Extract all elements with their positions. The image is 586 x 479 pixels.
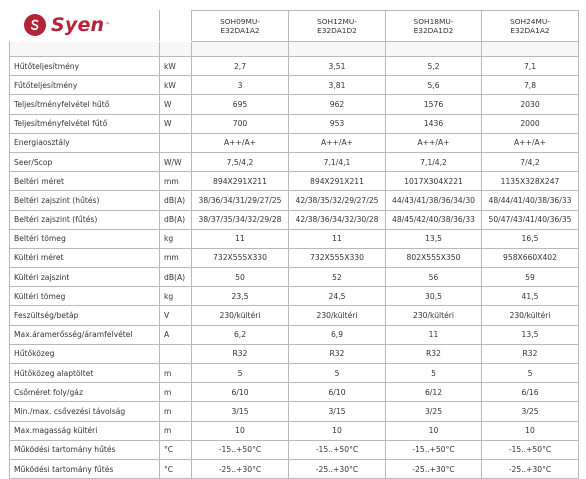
value-cell: A++/A+ bbox=[386, 133, 482, 152]
row-unit: °C bbox=[160, 440, 192, 459]
value-cell: 42/38/35/32/29/27/25 bbox=[289, 191, 386, 210]
row-unit: V bbox=[160, 306, 192, 325]
value-cell: R32 bbox=[289, 344, 386, 363]
value-cell: 10 bbox=[289, 421, 386, 440]
value-cell: 1576 bbox=[386, 95, 482, 114]
row-label: Beltéri zajszint (hűtés) bbox=[10, 191, 160, 210]
row-label: Max.áramerősség/áramfelvétel bbox=[10, 325, 160, 344]
value-cell: 230/kültéri bbox=[482, 306, 579, 325]
value-cell: 2,7 bbox=[192, 57, 289, 76]
row-label: Energiaosztály bbox=[10, 133, 160, 152]
value-cell: 5 bbox=[386, 364, 482, 383]
table-row bbox=[10, 402, 579, 421]
table-row bbox=[10, 133, 579, 152]
value-cell: -15..+50°C bbox=[482, 440, 579, 459]
value-cell: 894X291X211 bbox=[192, 172, 289, 191]
row-label: Beltéri zajszint (fűtés) bbox=[10, 210, 160, 229]
row-unit: m bbox=[160, 364, 192, 383]
model-line-2b: E32DA1D2 bbox=[317, 26, 357, 35]
model-line-4b: E32DA1A2 bbox=[510, 26, 550, 35]
spacer-cell bbox=[10, 42, 160, 57]
row-unit bbox=[160, 344, 192, 363]
value-cell: 23,5 bbox=[192, 287, 289, 306]
value-cell: -25..+30°C bbox=[386, 459, 482, 478]
value-cell: 1135X328X247 bbox=[482, 172, 579, 191]
value-cell: 50 bbox=[192, 268, 289, 287]
table-row bbox=[10, 306, 579, 325]
table-row bbox=[10, 268, 579, 287]
model-header-3 bbox=[386, 11, 482, 42]
value-cell: 5 bbox=[289, 364, 386, 383]
brand-logo bbox=[24, 14, 110, 36]
value-cell: 3/25 bbox=[386, 402, 482, 421]
value-cell: 7,8 bbox=[482, 76, 579, 95]
value-cell: 732X555X330 bbox=[289, 248, 386, 267]
value-cell: 7,1/4,2 bbox=[386, 152, 482, 171]
row-unit: °C bbox=[160, 459, 192, 478]
row-label: Működési tartomány fűtés bbox=[10, 459, 160, 478]
row-unit: m bbox=[160, 421, 192, 440]
value-cell: 894X291X211 bbox=[289, 172, 386, 191]
value-cell: 7/4,2 bbox=[482, 152, 579, 171]
row-unit: mm bbox=[160, 172, 192, 191]
value-cell: 2000 bbox=[482, 114, 579, 133]
row-unit: kW bbox=[160, 76, 192, 95]
model-line-3a: SOH18MU- bbox=[413, 16, 454, 26]
spacer-row bbox=[10, 42, 579, 57]
value-cell: 7,1/4,1 bbox=[289, 152, 386, 171]
value-cell: -25..+30°C bbox=[289, 459, 386, 478]
value-cell: 732X555X330 bbox=[192, 248, 289, 267]
value-cell: 50/47/43/41/40/36/35 bbox=[482, 210, 579, 229]
row-label: Min./max. csővezési távolság bbox=[10, 402, 160, 421]
row-label: Feszültség/betáp bbox=[10, 306, 160, 325]
value-cell: 3/25 bbox=[482, 402, 579, 421]
value-cell: 2030 bbox=[482, 95, 579, 114]
row-label: Kültéri tömeg bbox=[10, 287, 160, 306]
row-unit: kW bbox=[160, 57, 192, 76]
value-cell: 7,5/4,2 bbox=[192, 152, 289, 171]
row-unit: dB(A) bbox=[160, 268, 192, 287]
brand-trademark: ™ bbox=[104, 21, 111, 29]
value-cell: 5 bbox=[192, 364, 289, 383]
value-cell: 1017X304X221 bbox=[386, 172, 482, 191]
table-row bbox=[10, 383, 579, 402]
table-row bbox=[10, 114, 579, 133]
value-cell: A++/A+ bbox=[482, 133, 579, 152]
value-cell: -15..+50°C bbox=[386, 440, 482, 459]
value-cell: 10 bbox=[482, 421, 579, 440]
value-cell: -25..+30°C bbox=[482, 459, 579, 478]
table-row bbox=[10, 325, 579, 344]
table-row bbox=[10, 191, 579, 210]
value-cell: 962 bbox=[289, 95, 386, 114]
table-row bbox=[10, 229, 579, 248]
value-cell: R32 bbox=[386, 344, 482, 363]
value-cell: 59 bbox=[482, 268, 579, 287]
model-header-1 bbox=[192, 11, 289, 42]
value-cell: 3/15 bbox=[192, 402, 289, 421]
value-cell: 695 bbox=[192, 95, 289, 114]
value-cell: 802X555X350 bbox=[386, 248, 482, 267]
value-cell: 6/10 bbox=[192, 383, 289, 402]
value-cell: 6,2 bbox=[192, 325, 289, 344]
table-row bbox=[10, 364, 579, 383]
value-cell: 16,5 bbox=[482, 229, 579, 248]
value-cell: 958X660X402 bbox=[482, 248, 579, 267]
table-row bbox=[10, 57, 579, 76]
value-cell: 6/16 bbox=[482, 383, 579, 402]
row-unit: mm bbox=[160, 248, 192, 267]
brand-logo-icon bbox=[24, 14, 46, 36]
value-cell: 3,51 bbox=[289, 57, 386, 76]
row-unit: m bbox=[160, 402, 192, 421]
unit-header bbox=[160, 11, 192, 42]
spec-body bbox=[10, 42, 579, 479]
row-label: Működési tartomány hűtés bbox=[10, 440, 160, 459]
spec-table bbox=[9, 10, 579, 479]
value-cell: R32 bbox=[482, 344, 579, 363]
value-cell: 700 bbox=[192, 114, 289, 133]
value-cell: 38/37/35/34/32/29/28 bbox=[192, 210, 289, 229]
table-row bbox=[10, 152, 579, 171]
value-cell: 52 bbox=[289, 268, 386, 287]
value-cell: 3,81 bbox=[289, 76, 386, 95]
table-row bbox=[10, 172, 579, 191]
value-cell: 13,5 bbox=[482, 325, 579, 344]
value-cell: 3 bbox=[192, 76, 289, 95]
table-row bbox=[10, 440, 579, 459]
value-cell: -15..+50°C bbox=[192, 440, 289, 459]
row-label: Max.magasság kültéri bbox=[10, 421, 160, 440]
row-unit: W bbox=[160, 114, 192, 133]
row-unit: m bbox=[160, 383, 192, 402]
model-line-3b: E32DA1D2 bbox=[413, 26, 454, 35]
row-label: Teljesítményfelvétel hűtő bbox=[10, 95, 160, 114]
row-unit: dB(A) bbox=[160, 191, 192, 210]
row-unit: W/W bbox=[160, 152, 192, 171]
value-cell: A++/A+ bbox=[192, 133, 289, 152]
table-row bbox=[10, 248, 579, 267]
row-label: Fűtőteljesítmény bbox=[10, 76, 160, 95]
value-cell: 10 bbox=[386, 421, 482, 440]
row-unit: W bbox=[160, 95, 192, 114]
value-cell: 44/43/41/38/36/34/30 bbox=[386, 191, 482, 210]
row-label: Teljesítményfelvétel fűtő bbox=[10, 114, 160, 133]
value-cell: 41,5 bbox=[482, 287, 579, 306]
value-cell: 5,6 bbox=[386, 76, 482, 95]
value-cell: -15..+50°C bbox=[289, 440, 386, 459]
model-line-1b: E32DA1A2 bbox=[220, 26, 260, 35]
table-row bbox=[10, 95, 579, 114]
row-label: Kültéri méret bbox=[10, 248, 160, 267]
value-cell: 1436 bbox=[386, 114, 482, 133]
value-cell: 5 bbox=[482, 364, 579, 383]
row-label: Seer/Scop bbox=[10, 152, 160, 171]
model-header-4 bbox=[482, 11, 579, 42]
value-cell: 10 bbox=[192, 421, 289, 440]
value-cell: A++/A+ bbox=[289, 133, 386, 152]
model-line-4a: SOH24MU- bbox=[510, 16, 550, 26]
table-row bbox=[10, 76, 579, 95]
spacer-cell bbox=[192, 42, 289, 57]
row-label: Beltéri méret bbox=[10, 172, 160, 191]
value-cell: -25..+30°C bbox=[192, 459, 289, 478]
value-cell: 11 bbox=[386, 325, 482, 344]
row-unit: A bbox=[160, 325, 192, 344]
spacer-cell bbox=[160, 42, 192, 57]
value-cell: 7,1 bbox=[482, 57, 579, 76]
model-line-2a: SOH12MU- bbox=[317, 16, 357, 26]
value-cell: 230/kültéri bbox=[289, 306, 386, 325]
value-cell: 953 bbox=[289, 114, 386, 133]
brand-name: Syen bbox=[51, 14, 105, 36]
value-cell: 56 bbox=[386, 268, 482, 287]
model-line-1a: SOH09MU- bbox=[220, 16, 260, 26]
row-label: Hűtőközeg alaptöltet bbox=[10, 364, 160, 383]
row-label: Beltéri tömeg bbox=[10, 229, 160, 248]
value-cell: 6,9 bbox=[289, 325, 386, 344]
spacer-cell bbox=[289, 42, 386, 57]
value-cell: 6/10 bbox=[289, 383, 386, 402]
value-cell: 13,5 bbox=[386, 229, 482, 248]
value-cell: 11 bbox=[192, 229, 289, 248]
value-cell: 42/38/36/34/32/30/28 bbox=[289, 210, 386, 229]
value-cell: 3/15 bbox=[289, 402, 386, 421]
value-cell: 38/36/34/31/29/27/25 bbox=[192, 191, 289, 210]
row-label: Hűtőközeg bbox=[10, 344, 160, 363]
value-cell: 11 bbox=[289, 229, 386, 248]
table-row bbox=[10, 287, 579, 306]
value-cell: R32 bbox=[192, 344, 289, 363]
row-label: Hűtőteljesítmény bbox=[10, 57, 160, 76]
row-label: Csőméret foly/gáz bbox=[10, 383, 160, 402]
row-unit: kg bbox=[160, 287, 192, 306]
value-cell: 48/45/42/40/38/36/33 bbox=[386, 210, 482, 229]
spacer-cell bbox=[482, 42, 579, 57]
row-unit: kg bbox=[160, 229, 192, 248]
table-row bbox=[10, 210, 579, 229]
value-cell: 5,2 bbox=[386, 57, 482, 76]
model-header-2 bbox=[289, 11, 386, 42]
row-unit: dB(A) bbox=[160, 210, 192, 229]
value-cell: 48/44/41/40/38/36/33 bbox=[482, 191, 579, 210]
table-row bbox=[10, 421, 579, 440]
value-cell: 230/kültéri bbox=[386, 306, 482, 325]
value-cell: 24,5 bbox=[289, 287, 386, 306]
row-label: Kültéri zajszint bbox=[10, 268, 160, 287]
value-cell: 6/12 bbox=[386, 383, 482, 402]
table-row bbox=[10, 459, 579, 478]
spacer-cell bbox=[386, 42, 482, 57]
value-cell: 230/kültéri bbox=[192, 306, 289, 325]
row-unit bbox=[160, 133, 192, 152]
value-cell: 30,5 bbox=[386, 287, 482, 306]
table-row bbox=[10, 344, 579, 363]
